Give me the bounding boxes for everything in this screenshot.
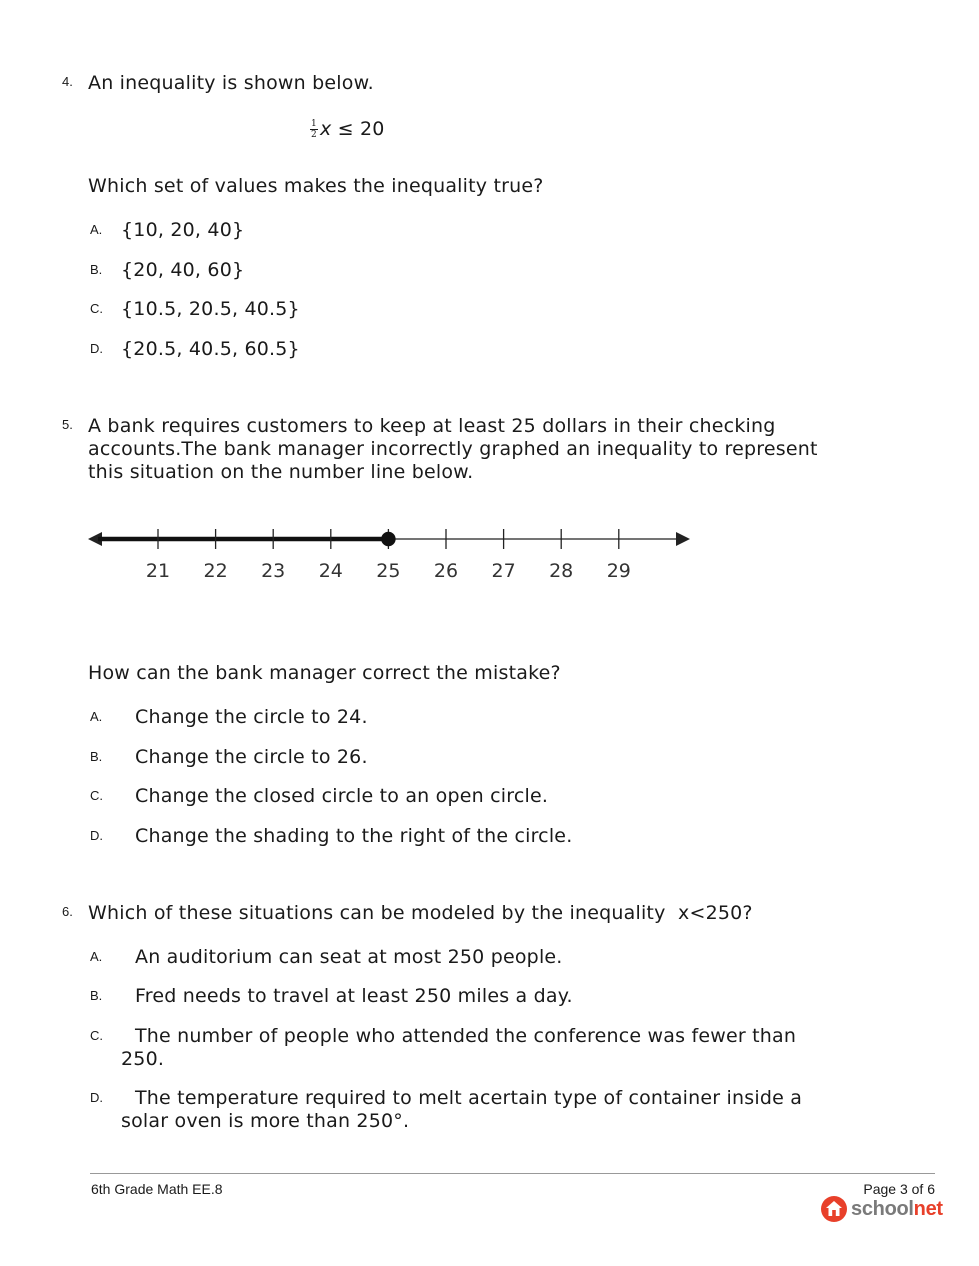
number-line-tick-label: 25 <box>376 560 401 582</box>
number-line-closed-circle <box>382 533 395 546</box>
q6-option-b[interactable]: Fred needs to travel at least 250 miles a day. <box>135 985 573 1007</box>
number-line-tick-label: 27 <box>491 560 516 582</box>
q4-option-d[interactable]: {20.5, 40.5, 60.5} <box>121 338 300 360</box>
q5-option-b-letter: B. <box>90 749 103 764</box>
number-line-tick-label: 21 <box>145 560 171 582</box>
question-5-question: How can the bank manager correct the mistake? <box>88 662 561 684</box>
question-6-prompt: Which of these situations can be modeled by the inequality x<250? <box>88 902 753 924</box>
number-line-tick-label: 29 <box>606 560 631 582</box>
question-5-prompt <box>88 415 818 484</box>
q6-option-d-line-1[interactable]: The temperature required to melt acertain type of container inside a <box>135 1087 803 1109</box>
schoolnet-wordmark-net: net <box>913 1197 943 1220</box>
question-4-prompt: An inequality is shown below. <box>88 72 374 94</box>
schoolnet-wordmark-school: school <box>851 1197 914 1220</box>
q5-option-b[interactable]: Change the circle to 26. <box>135 746 368 768</box>
q5-option-c[interactable]: Change the closed circle to an open circle. <box>135 785 549 807</box>
question-5-prompt-line-2: accounts.The bank manager incorrectly graphed an inequality to represent <box>88 438 818 460</box>
q6-option-d-line-2[interactable]: solar oven is more than 250°. <box>121 1110 410 1132</box>
q6-option-c-line-2[interactable]: 250. <box>121 1048 165 1070</box>
q5-option-a[interactable]: Change the circle to 24. <box>135 706 368 728</box>
q4-option-c-letter: C. <box>90 301 103 316</box>
footer-divider <box>90 1173 935 1174</box>
footer-page-number: Page 3 of 6 <box>863 1181 935 1197</box>
q5-option-a-letter: A. <box>90 709 103 724</box>
inequality-relation: ≤ 20 <box>337 118 385 140</box>
question-4-number: 4. <box>62 74 73 89</box>
q6-option-b-letter: B. <box>90 988 103 1003</box>
q5-option-d-letter: D. <box>90 828 103 843</box>
fraction-one-half <box>310 119 318 140</box>
schoolnet-house-icon <box>820 1195 848 1223</box>
question-4-inequality <box>310 118 385 141</box>
q4-option-c[interactable]: {10.5, 20.5, 40.5} <box>121 298 300 320</box>
q6-option-c-line-1[interactable]: The number of people who attended the conference was fewer than <box>135 1025 797 1047</box>
q6-option-a-letter: A. <box>90 949 103 964</box>
number-line-tick-label: 26 <box>433 560 459 582</box>
number-line-tick-label: 28 <box>549 560 574 582</box>
question-6-number: 6. <box>62 904 73 919</box>
q4-option-b[interactable]: {20, 40, 60} <box>121 259 245 281</box>
fraction-numerator: 1 <box>311 119 317 129</box>
footer-course-title: 6th Grade Math EE.8 <box>91 1181 223 1197</box>
question-5-number: 5. <box>62 417 73 432</box>
number-line <box>80 515 700 595</box>
q5-option-d[interactable]: Change the shading to the right of the circle. <box>135 825 573 847</box>
schoolnet-wordmark <box>851 1198 943 1221</box>
q4-option-a[interactable]: {10, 20, 40} <box>121 219 245 241</box>
schoolnet-logo <box>820 1194 943 1224</box>
number-line-tick-label: 24 <box>318 560 343 582</box>
question-4-question: Which set of values makes the inequality true? <box>88 175 544 197</box>
q6-option-c-letter: C. <box>90 1028 103 1043</box>
inequality-variable: x <box>319 118 332 140</box>
number-line-right-arrow <box>676 532 690 546</box>
q6-option-a[interactable]: An auditorium can seat at most 250 people. <box>135 946 563 968</box>
question-5-prompt-line-3: this situation on the number line below. <box>88 461 474 483</box>
q4-option-d-letter: D. <box>90 341 103 356</box>
fraction-denominator: 2 <box>311 130 317 140</box>
number-line-tick-label: 22 <box>203 560 228 582</box>
number-line-tick-label: 23 <box>261 560 286 582</box>
q6-option-d-letter: D. <box>90 1090 103 1105</box>
question-5-prompt-line-1: A bank requires customers to keep at least 25 dollars in their checking <box>88 415 776 437</box>
q5-option-c-letter: C. <box>90 788 103 803</box>
q4-option-b-letter: B. <box>90 262 103 277</box>
q4-option-a-letter: A. <box>90 222 103 237</box>
